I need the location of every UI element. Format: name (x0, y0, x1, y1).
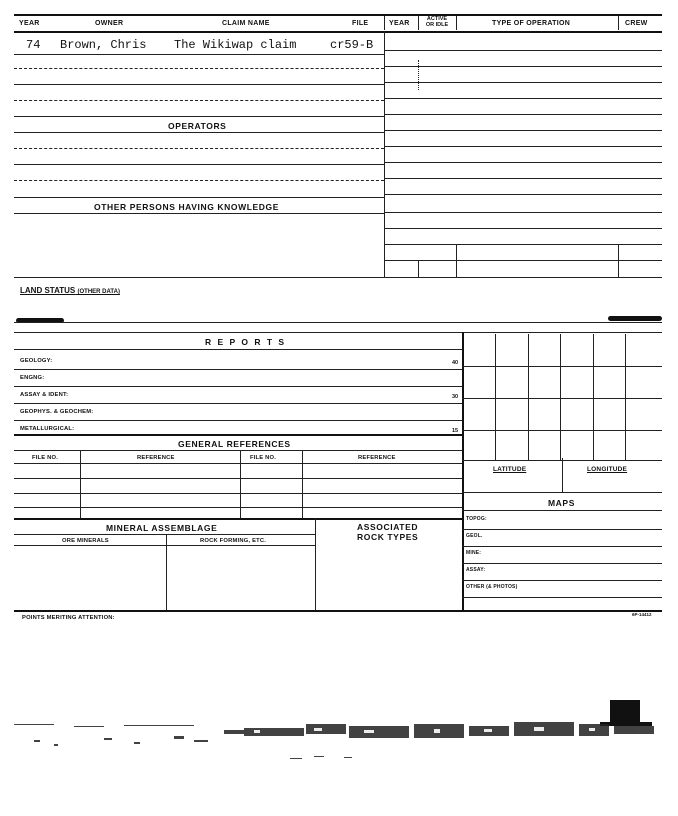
report-label: GEOPHYS. & GEOCHEM: (20, 409, 94, 415)
year-header: YEAR (19, 20, 40, 27)
entry-year: 74 (26, 38, 41, 52)
map-row-rule (462, 597, 662, 598)
operators-heading: OPERATORS (168, 121, 227, 131)
map-label: GEOL. (466, 533, 483, 539)
map-row-rule (462, 546, 662, 547)
lower-block-bottom (14, 610, 662, 612)
map-grid-row-rule (462, 430, 662, 431)
map-grid-col-rule (593, 334, 594, 460)
associated-rock-types-heading: ASSOCIATED ROCK TYPES (357, 522, 419, 542)
general-references-heading: GENERAL REFERENCES (178, 439, 291, 449)
reports-heading: R E P O R T S (205, 337, 287, 347)
points-meriting-attention-label: POINTS MERITING ATTENTION: (22, 615, 115, 621)
right-block-divider (384, 31, 385, 277)
maps-block-divider (462, 332, 464, 610)
latitude-label: LATITUDE (493, 466, 527, 473)
header-bottom-rule (14, 31, 662, 33)
crew-header: CREW (625, 20, 648, 27)
report-count: 40 (452, 360, 459, 366)
report-count: 30 (452, 394, 459, 400)
scan-noise-band (14, 700, 664, 760)
other-persons-heading: OTHER PERSONS HAVING KNOWLEDGE (94, 202, 280, 212)
scan-noise-graphic (14, 700, 664, 760)
report-row-rule (14, 403, 462, 404)
map-grid-col-rule (560, 334, 561, 460)
report-label: METALLURGICAL: (20, 426, 75, 432)
form-code: 6P-14412 (632, 612, 652, 617)
entry-owner: Brown, Chris (60, 38, 147, 52)
map-grid-col-rule (625, 334, 626, 460)
type-of-operation-header: TYPE OF OPERATION (492, 20, 571, 27)
map-grid-col-rule (495, 334, 496, 460)
report-row-rule (14, 369, 462, 370)
active-idle-header: ACTIVE OR IDLE (425, 16, 449, 28)
year-header-2: YEAR (389, 20, 410, 27)
file-header: FILE (352, 20, 369, 27)
report-count: 15 (452, 428, 459, 434)
report-row-rule (14, 386, 462, 387)
ref-file-no-header-2: FILE NO. (250, 455, 277, 461)
map-grid-row-rule (462, 366, 662, 367)
report-label: ENGNG: (20, 375, 45, 381)
report-row-rule (14, 420, 462, 421)
rock-forming-header: ROCK FORMING, ETC. (200, 538, 267, 544)
map-label: MINE: (466, 550, 482, 556)
mineral-assemblage-heading: MINERAL ASSEMBLAGE (106, 523, 218, 533)
report-label: ASSAY & IDENT: (20, 392, 69, 398)
ref-reference-header-2: REFERENCE (358, 455, 396, 461)
ref-reference-header: REFERENCE (137, 455, 175, 461)
entry-file: cr59-B (330, 38, 374, 52)
ore-minerals-header: ORE MINERALS (62, 538, 109, 544)
map-grid-col-rule (528, 334, 529, 460)
report-label: GEOLOGY: (20, 358, 53, 364)
ref-file-no-header: FILE NO. (32, 455, 59, 461)
maps-heading: MAPS (548, 498, 575, 508)
map-grid-row-rule (462, 398, 662, 399)
map-row-rule (462, 529, 662, 530)
map-label: ASSAY: (466, 567, 486, 573)
claim-name-header: CLAIM NAME (222, 20, 270, 27)
map-row-rule (462, 580, 662, 581)
upper-block-bottom (14, 277, 662, 278)
longitude-label: LONGITUDE (587, 466, 628, 473)
scan-smudge-right (608, 316, 662, 321)
entry-claim-name: The Wikiwap claim (174, 38, 297, 52)
map-label: OTHER (& PHOTOS) (466, 584, 518, 590)
land-status-heading: LAND STATUS (OTHER DATA) (20, 286, 120, 295)
owner-header: OWNER (95, 20, 124, 27)
map-label: TOPOG: (466, 516, 487, 522)
top-rule (14, 14, 662, 16)
map-row-rule (462, 563, 662, 564)
